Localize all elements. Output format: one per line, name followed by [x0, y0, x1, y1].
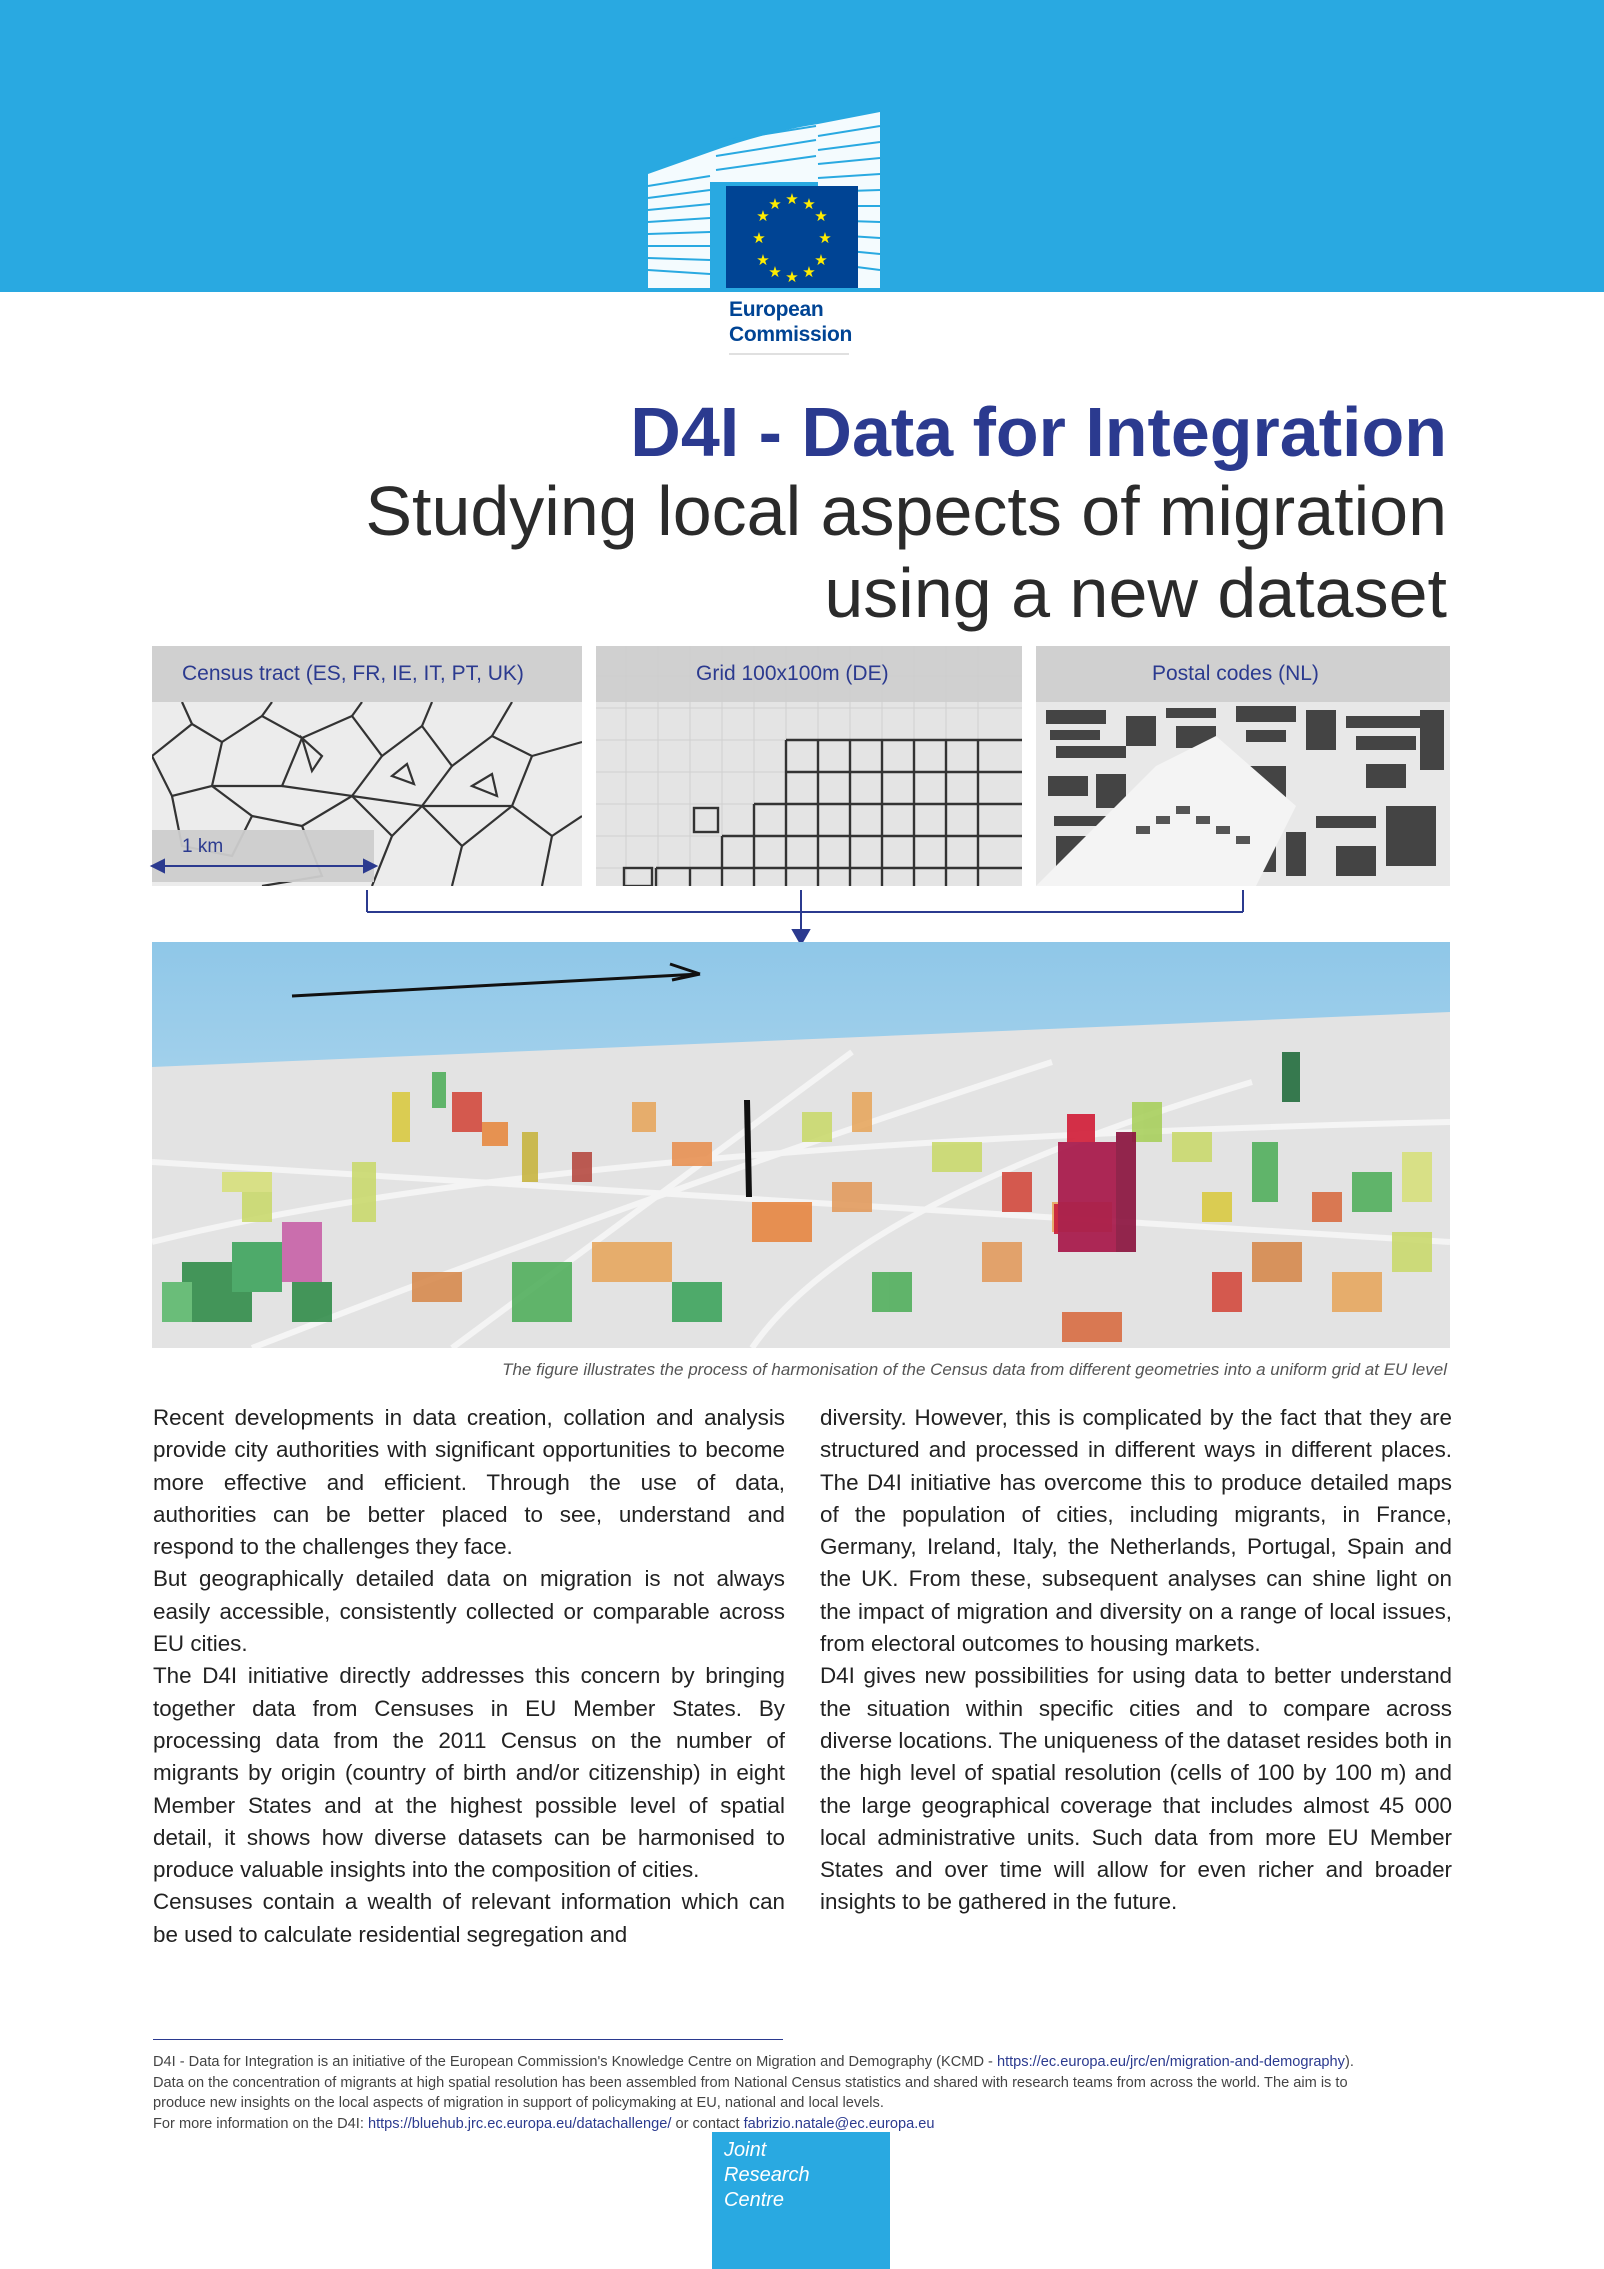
- panel-postal-codes: [1036, 646, 1450, 886]
- subtitle-line-1: Studying local aspects of migration: [365, 472, 1447, 550]
- footer-text: ).: [1344, 2054, 1354, 2070]
- jrc-badge-text: [724, 2138, 810, 2213]
- footer-line-4: [153, 2114, 1453, 2135]
- svg-text:★: ★: [814, 207, 828, 225]
- svg-text:★: ★: [756, 207, 770, 225]
- jrc-line-2: Research: [724, 2164, 810, 2186]
- svg-text:★: ★: [785, 268, 799, 286]
- footer-line-2: Data on the concentration of migrants at high spatial resolution has been assembled from National Census statistics and shared with research teams from across the world. The aim is to: [153, 2074, 1348, 2091]
- body-paragraph: But geographically detailed data on migration is not always easily accessible, consistently collected or comparable across EU cities.: [153, 1566, 785, 1657]
- svg-text:★: ★: [802, 263, 816, 281]
- panel-label-postal-codes: [1036, 646, 1450, 702]
- body-column-left: [153, 1402, 785, 1951]
- subtitle-line-2: using a new dataset: [824, 554, 1447, 632]
- jrc-line-1: Joint: [724, 2139, 767, 2161]
- svg-text:★: ★: [756, 251, 770, 269]
- svg-text:★: ★: [814, 251, 828, 269]
- panel-label-grid: [596, 646, 1022, 702]
- scale-label: 1 km: [182, 836, 224, 857]
- footer-line-3: produce new insights on the local aspects of migration in support of policymaking at EU, national and local levels.: [153, 2095, 884, 2111]
- kcmd-link[interactable]: https://ec.europa.eu/jrc/en/migration-and-demography: [996, 2054, 1345, 2070]
- body-paragraph: Censuses contain a wealth of relevant information which can be used to calculate residential segregation and: [153, 1889, 785, 1947]
- panel-grid: [596, 646, 1022, 886]
- panel-label-text: Grid 100x100m (DE): [696, 662, 889, 685]
- body-column-right: [820, 1402, 1452, 1919]
- footer-line-1: [153, 2052, 1453, 2073]
- footer-text: or contact: [671, 2115, 744, 2132]
- svg-text:★: ★: [818, 229, 832, 247]
- body-paragraph: Recent developments in data creation, collation and analysis provide city authorities with significant opportunities to become more effective and efficient. Through the use of data, authorities can be better placed to see, understand and respond to the challenges they face.: [153, 1405, 785, 1560]
- map-3d-illustration: [152, 942, 1450, 1348]
- harmonised-grid-3d-map: [152, 942, 1450, 1348]
- contact-email-link[interactable]: fabrizio.natale@ec.europa.eu: [743, 2115, 935, 2132]
- footer-text: For more information on the D4I:: [153, 2115, 368, 2132]
- organisation-name: [729, 297, 852, 347]
- panel-label-text: Census tract (ES, FR, IE, IT, PT, UK): [182, 662, 524, 685]
- org-line-2: Commission: [729, 323, 853, 346]
- jrc-line-3: Centre: [724, 2189, 785, 2211]
- figure-caption: The figure illustrates the process of harmonisation of the Census data from different geometries into a uniform grid at EU level: [502, 1360, 1447, 1379]
- svg-text:★: ★: [802, 195, 816, 213]
- svg-text:★: ★: [768, 195, 782, 213]
- footer-notes: [153, 2052, 1453, 2134]
- datachallenge-link[interactable]: https://bluehub.jrc.ec.europa.eu/datachallenge/: [367, 2115, 672, 2132]
- body-paragraph: The D4I initiative directly addresses this concern by bringing together data from Censuses in EU Member States. By processing data from the 2011 Census on the number of migrants by origin (country of birth and/or citizenship) in eight Member States and at the highest possible level of spatial detail, it shows how diverse datasets can be harmonised to produce valuable insights into the composition of cities.: [153, 1663, 785, 1883]
- body-paragraph: D4I gives new possibilities for using data to better understand the situation within specific cities and to compare across diverse locations. The uniqueness of the dataset resides both in the high level of spatial resolution (cells of 100 by 100 m) and the large geographical coverage that includes almost 45 000 local administrative units. Such data from more EU Member States and over time will allow for even richer and broader insights to be gathered in the future.: [820, 1663, 1452, 1915]
- footer-divider: [153, 2039, 783, 2040]
- svg-text:★: ★: [752, 229, 766, 247]
- page-subtitle: [247, 470, 1447, 634]
- panel-label-text: Postal codes (NL): [1152, 662, 1319, 685]
- svg-text:★: ★: [768, 263, 782, 281]
- org-line-1: European: [729, 298, 824, 321]
- page-title: D4I - Data for Integration: [630, 393, 1447, 471]
- svg-text:★: ★: [785, 190, 799, 208]
- panel-label-census-tract: [152, 646, 582, 702]
- footer-text: D4I - Data for Integration is an initiative of the European Commission's Knowledge Centre on Migration and Demography (KCMD -: [153, 2054, 997, 2070]
- body-paragraph: diversity. However, this is complicated by the fact that they are structured and processed in different ways in different places. The D4I initiative has overcome this to produce detailed maps of the population of cities, including migrants, in France, Germany, Ireland, Italy, the Netherlands, Portugal, Spain and the UK. From these, subsequent analyses can shine light on the impact of migration and diversity on a range of local issues, from electoral outcomes to housing markets.: [820, 1405, 1452, 1657]
- logo-divider: [729, 353, 849, 355]
